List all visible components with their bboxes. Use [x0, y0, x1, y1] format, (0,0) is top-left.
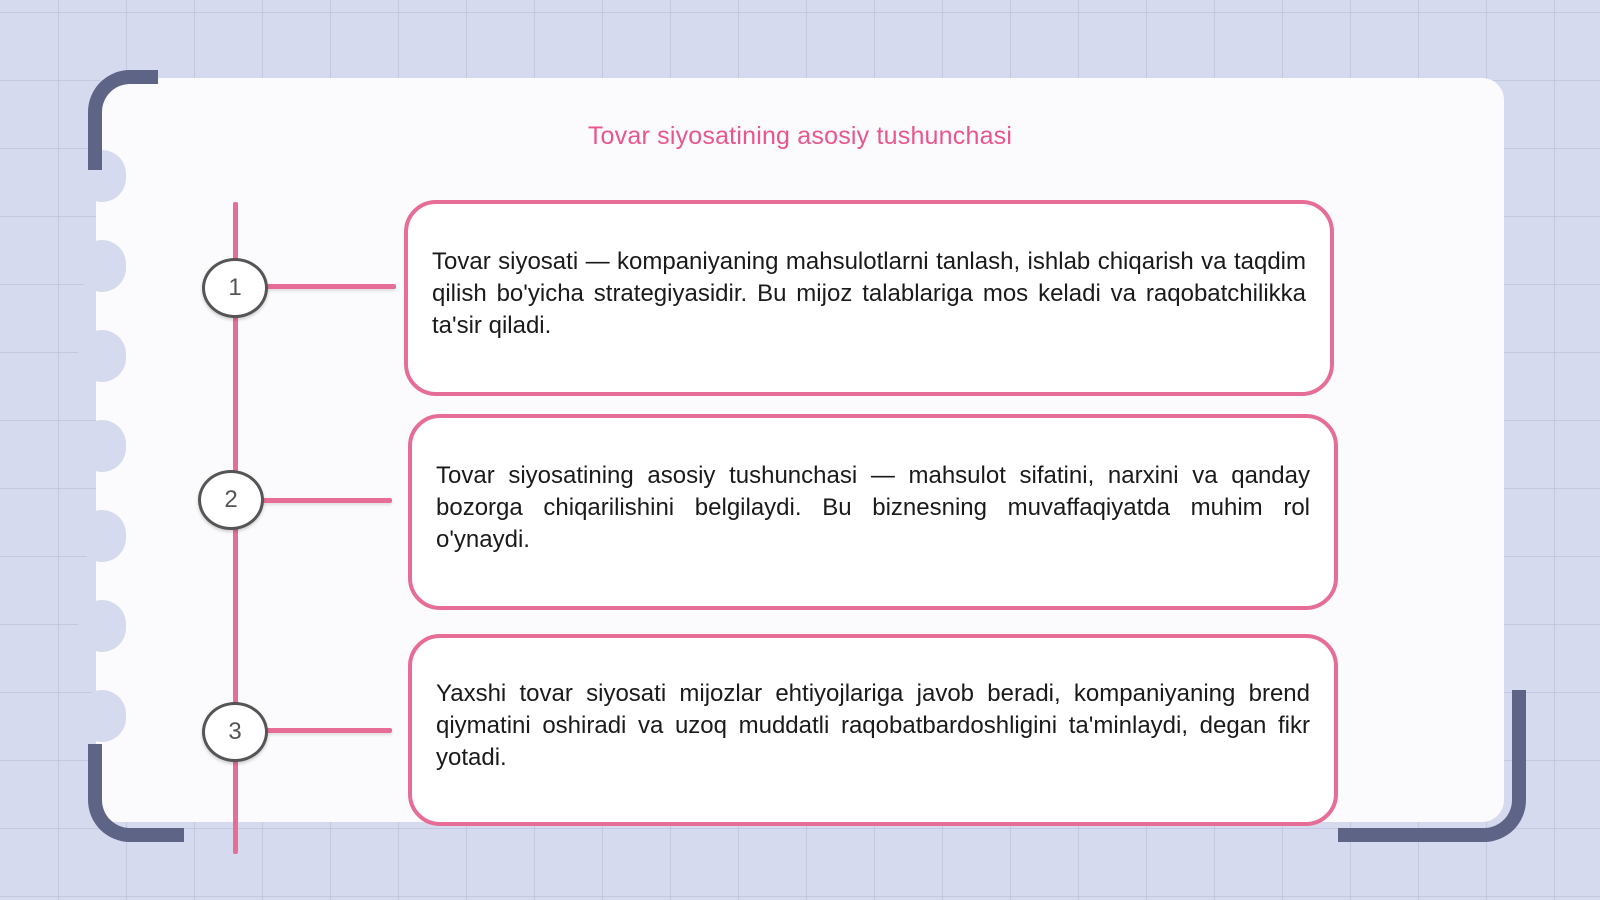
- step-card: [404, 200, 1334, 396]
- step-card: [408, 634, 1338, 826]
- edge-notch: [78, 330, 126, 382]
- edge-notch: [78, 600, 126, 652]
- step-text: Yaxshi tovar siyosati mijozlar ehtiyojlariga javob beradi, kompaniyaning brend qiymatini oshiradi va uzoq muddatli raqobatbardoshligini ta'minlaydi, degan fikr yotadi.: [436, 680, 1310, 771]
- step-number: 1: [228, 274, 242, 301]
- edge-notch: [78, 240, 126, 292]
- step-connector: [266, 284, 396, 289]
- slide-title: Tovar siyosatining asosiy tushunchasi: [587, 122, 1013, 150]
- step-number-badge: [202, 702, 268, 762]
- step-number-badge: [202, 258, 268, 318]
- edge-notch: [78, 690, 126, 742]
- step-connector: [266, 728, 392, 733]
- step-number: 3: [228, 718, 242, 745]
- edge-notch: [78, 420, 126, 472]
- step-number-badge: [198, 470, 264, 530]
- step-connector: [262, 498, 392, 503]
- corner-bracket-bottom-right: [1338, 690, 1526, 842]
- step-text: Tovar siyosatining asosiy tushunchasi — mahsulot sifatini, narxini va qanday bozorga chiqarilishini belgilaydi. Bu biznesning muvaffaqiyatda muhim rol o'ynaydi.: [436, 462, 1310, 553]
- step-text: Tovar siyosati — kompaniyaning mahsulotlarni tanlash, ishlab chiqarish va taqdim qilish bo'yicha strategiyasidir. Bu mijoz talablariga mos keladi va raqobatchilikka ta'sir qiladi.: [432, 248, 1306, 339]
- step-number: 2: [224, 486, 238, 513]
- corner-bracket-bottom-left: [88, 744, 184, 842]
- corner-bracket-top-left: [88, 70, 158, 170]
- edge-notch: [78, 510, 126, 562]
- step-card: [408, 414, 1338, 610]
